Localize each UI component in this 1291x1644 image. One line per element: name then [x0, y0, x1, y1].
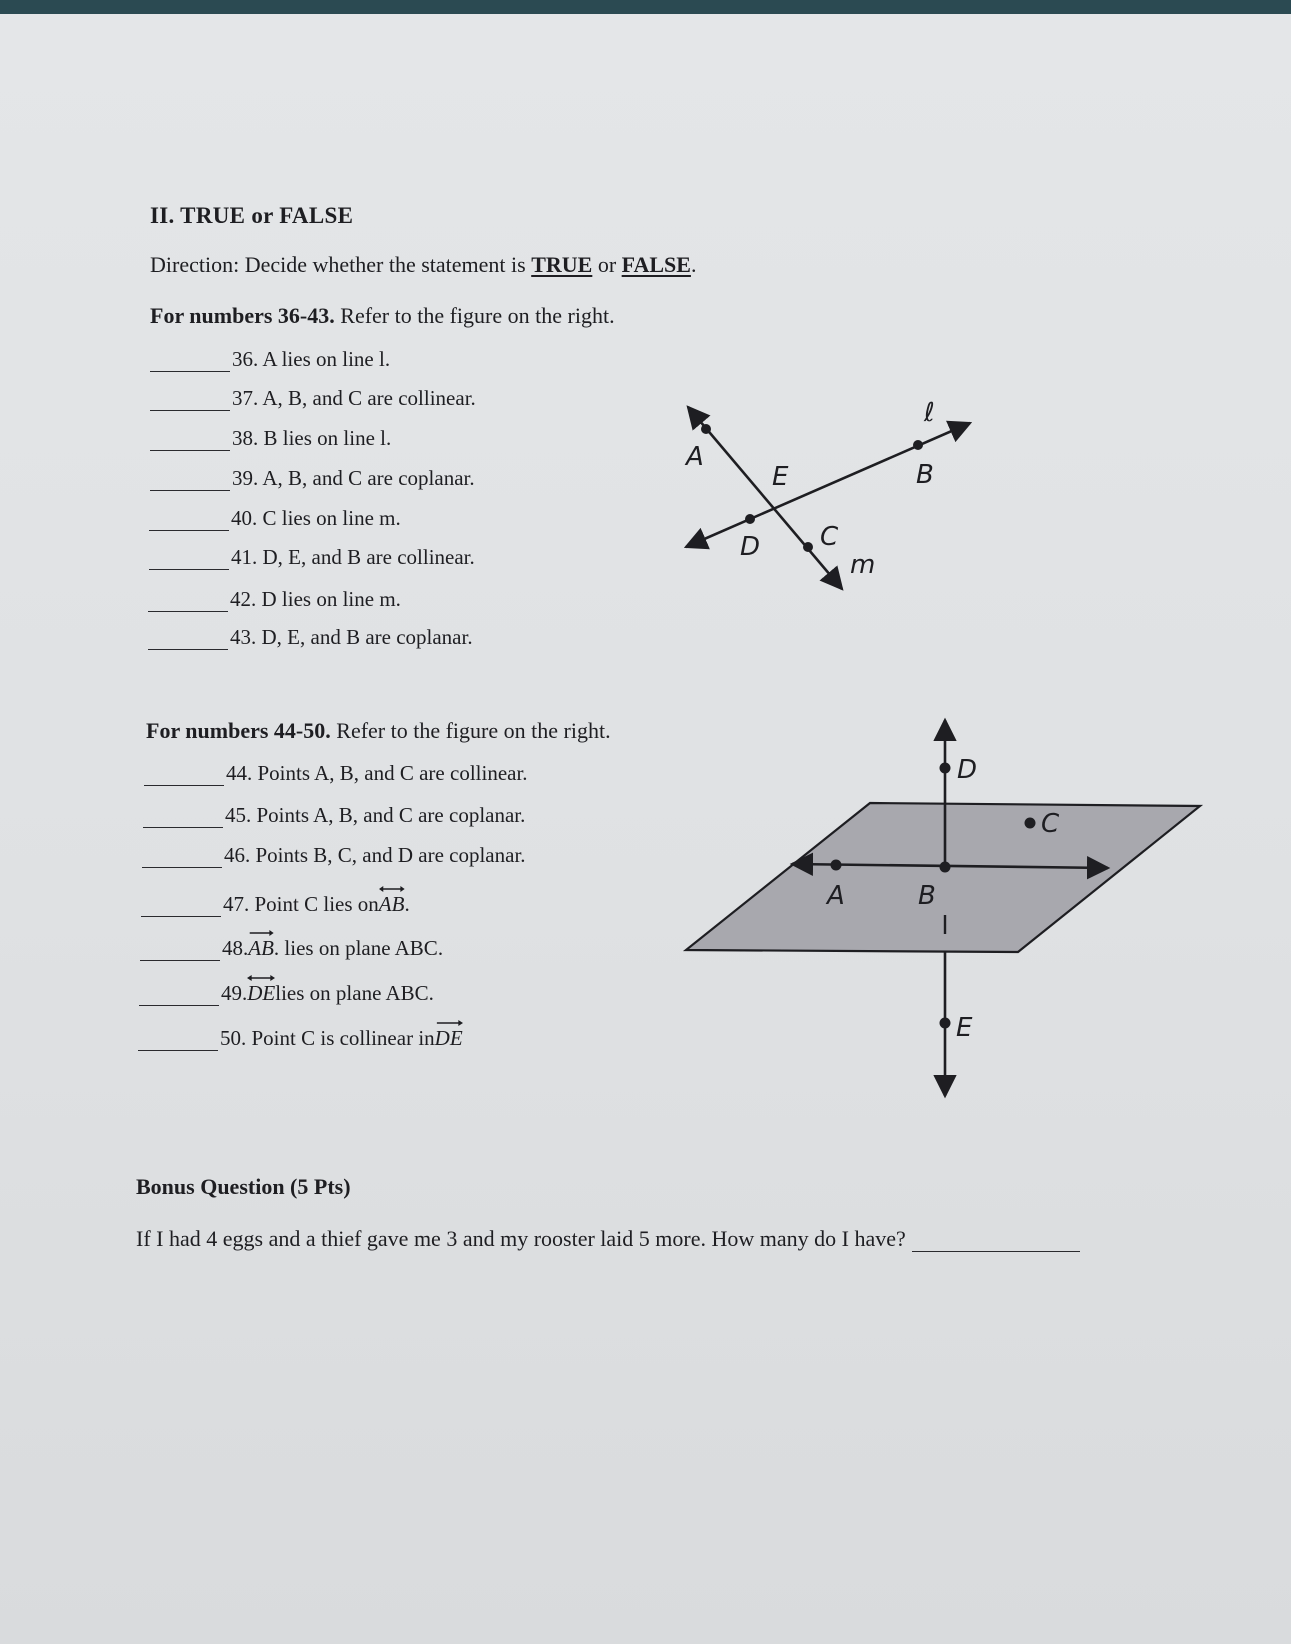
arrow-overline	[248, 928, 274, 938]
label-e: E	[772, 462, 789, 492]
item-49-sym: DE	[247, 981, 276, 1005]
label-c: C	[820, 522, 839, 552]
item-50-pre: 50. Point C is collinear in	[220, 1026, 435, 1050]
part2-heading-rest: Refer to the figure on the right.	[336, 718, 611, 743]
ray-ab-symbol	[248, 930, 274, 961]
bonus-answer-blank[interactable]	[912, 1233, 1080, 1252]
section-title: II. TRUE or FALSE	[150, 203, 354, 228]
arrow-overline	[435, 1018, 463, 1028]
item-48-pre: 48.	[222, 936, 249, 960]
direction-line	[150, 252, 696, 278]
item-48	[140, 930, 443, 961]
direction-true-word: TRUE	[531, 252, 593, 277]
item-36-text: 36. A lies on line l.	[232, 347, 391, 371]
label-b: B	[918, 881, 936, 911]
point-c-dot	[803, 542, 813, 552]
direction-end: .	[690, 252, 697, 277]
answer-blank-37[interactable]	[150, 392, 230, 411]
line-m	[688, 407, 842, 589]
label-m: m	[850, 550, 876, 580]
item-40	[149, 506, 401, 531]
point-c-dot	[1025, 818, 1036, 829]
line-de-symbol	[247, 975, 275, 1006]
direction-or-word: or	[597, 252, 617, 277]
bonus-title: Bonus Question (5 Pts)	[136, 1174, 351, 1199]
item-44-text: 44. Points A, B, and C are collinear.	[226, 761, 528, 785]
point-d-dot	[745, 514, 755, 524]
answer-blank-41[interactable]	[149, 551, 229, 570]
label-d: D	[957, 755, 978, 785]
point-e-dot	[940, 1018, 951, 1029]
item-46	[142, 843, 526, 868]
bonus-question-text: If I had 4 eggs and a thief gave me 3 and my rooster laid 5 more. How many do I have?	[136, 1226, 906, 1251]
label-l: ℓ	[924, 398, 935, 428]
part1-heading-bold: For numbers 36-43.	[150, 303, 335, 328]
answer-blank-38[interactable]	[150, 432, 230, 451]
ray-de-symbol	[435, 1020, 463, 1051]
item-50	[138, 1020, 463, 1051]
figure-intersecting-lines	[670, 395, 990, 595]
item-42	[148, 587, 401, 612]
answer-blank-50[interactable]	[138, 1032, 218, 1051]
item-37-text: 37. A, B, and C are collinear.	[232, 386, 476, 410]
item-39	[150, 466, 475, 491]
direction-prefix: Direction: Decide whether the statement is	[150, 252, 526, 277]
double-arrow-overline	[247, 973, 275, 983]
photo-edge-strip	[0, 0, 1291, 14]
item-47	[141, 886, 410, 917]
item-49	[139, 975, 434, 1006]
answer-blank-39[interactable]	[150, 472, 230, 491]
point-d-dot	[940, 763, 951, 774]
label-e: E	[956, 1013, 973, 1043]
item-45-text: 45. Points A, B, and C are coplanar.	[225, 803, 526, 827]
label-b: B	[916, 460, 934, 490]
point-a-dot	[701, 424, 711, 434]
point-b-dot	[940, 862, 951, 873]
answer-blank-47[interactable]	[141, 898, 221, 917]
direction-false-word: FALSE	[621, 252, 691, 277]
item-37	[150, 386, 476, 411]
label-c: C	[1041, 809, 1060, 839]
item-43-text: 43. D, E, and B are coplanar.	[230, 625, 473, 649]
answer-blank-44[interactable]	[144, 767, 224, 786]
answer-blank-42[interactable]	[148, 593, 228, 612]
item-38	[150, 426, 391, 451]
item-47-post: .	[404, 892, 410, 916]
part2-heading-bold: For numbers 44-50.	[146, 718, 331, 743]
answer-blank-49[interactable]	[139, 987, 219, 1006]
label-d: D	[740, 532, 761, 562]
item-48-post: . lies on plane ABC.	[273, 936, 444, 960]
answer-blank-46[interactable]	[142, 849, 222, 868]
item-47-pre: 47. Point C lies on	[223, 892, 379, 916]
point-a-dot	[831, 860, 842, 871]
item-36	[150, 347, 390, 372]
part1-heading	[150, 303, 615, 329]
item-40-text: 40. C lies on line m.	[231, 506, 401, 530]
item-41	[149, 545, 475, 570]
plane-abc	[686, 803, 1200, 952]
item-47-sym: AB	[378, 892, 405, 916]
part2-heading	[146, 718, 611, 744]
item-42-text: 42. D lies on line m.	[230, 587, 401, 611]
item-43	[148, 625, 473, 650]
answer-blank-36[interactable]	[150, 353, 230, 372]
answer-blank-43[interactable]	[148, 631, 228, 650]
item-50-sym: DE	[434, 1026, 463, 1050]
answer-blank-40[interactable]	[149, 512, 229, 531]
double-arrow-overline	[379, 884, 405, 894]
item-46-text: 46. Points B, C, and D are coplanar.	[224, 843, 526, 867]
figure-plane-and-line	[680, 710, 1210, 1110]
line-ab-symbol	[379, 886, 405, 917]
item-41-text: 41. D, E, and B are collinear.	[231, 545, 475, 569]
item-45	[143, 803, 525, 828]
item-44	[144, 761, 528, 786]
item-38-text: 38. B lies on line l.	[232, 426, 392, 450]
item-49-post: lies on plane ABC.	[275, 981, 434, 1005]
answer-blank-45[interactable]	[143, 809, 223, 828]
point-b-dot	[913, 440, 923, 450]
bonus-question	[136, 1226, 1080, 1252]
part1-heading-rest: Refer to the figure on the right.	[340, 303, 615, 328]
answer-blank-48[interactable]	[140, 942, 220, 961]
item-48-sym: AB	[248, 936, 274, 960]
item-39-text: 39. A, B, and C are coplanar.	[232, 466, 475, 490]
label-a: A	[827, 881, 845, 911]
label-a: A	[686, 442, 704, 472]
item-49-pre: 49.	[221, 981, 248, 1005]
